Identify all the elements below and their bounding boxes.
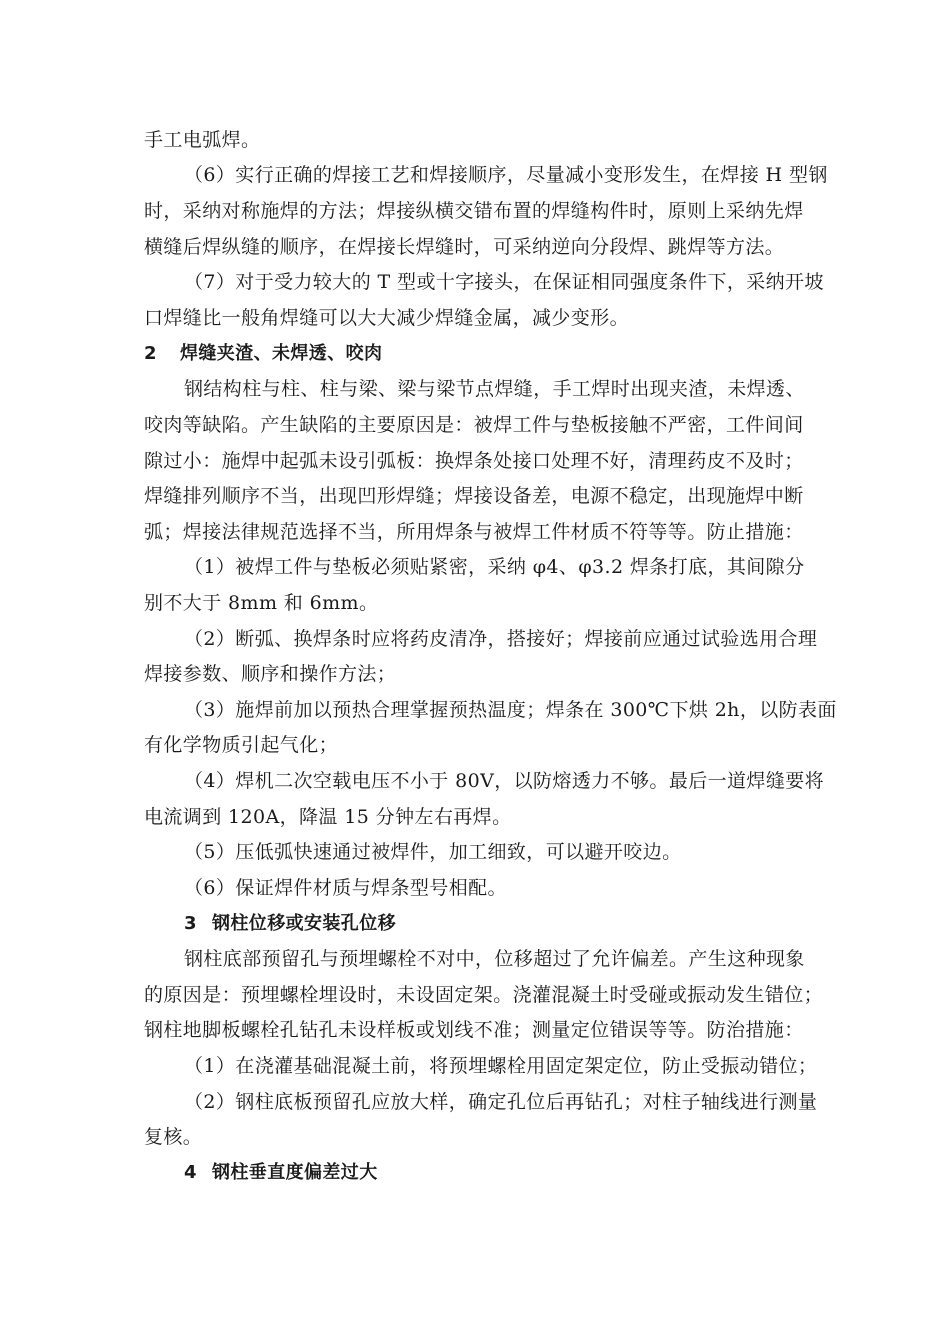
- section-heading: [184, 912, 396, 936]
- paragraph-line: 横缝后焊纵缝的顺序，在焊接长焊缝时，可采纳逆向分段焊、跳焊等方法。: [144, 236, 785, 258]
- paragraph-line: （6）保证焊件材质与焊条型号相配。: [184, 877, 507, 899]
- section-number: 2: [144, 343, 157, 364]
- paragraph-line: （6）实行正确的焊接工艺和焊接顺序，尽量减小变形发生，在焊接 H 型钢: [184, 164, 828, 186]
- paragraph-line: 钢柱地脚板螺栓孔钻孔未设样板或划线不准；测量定位错误等等。防治措施：: [144, 1019, 804, 1041]
- paragraph-line: 焊接参数、顺序和操作方法；: [144, 663, 397, 685]
- paragraph-line: 的原因是：预埋螺栓埋设时，未设固定架。浇灌混凝土时受碰或振动发生错位；: [144, 984, 824, 1006]
- paragraph-line: 咬肉等缺陷。产生缺陷的主要原因是：被焊工件与垫板接触不严密，工件间间: [144, 414, 804, 436]
- section-title: 钢柱位移或安装孔位移: [212, 913, 396, 934]
- paragraph-line: （1）在浇灌基础混凝土前，将预埋螺栓用固定架定位，防止受振动错位；: [184, 1055, 818, 1077]
- section-heading: [184, 1161, 378, 1185]
- paragraph-line: 别不大于 8mm 和 6mm。: [144, 592, 379, 614]
- paragraph-line: 口焊缝比一般角焊缝可以大大减少焊缝金属，减少变形。: [144, 307, 630, 329]
- paragraph-line: （4）焊机二次空载电压不小于 80V，以防熔透力不够。最后一道焊缝要将: [184, 770, 825, 792]
- paragraph-line: （7）对于受力较大的 T 型或十字接头，在保证相同强度条件下，采纳开坡: [184, 271, 824, 293]
- paragraph-line: 焊缝排列顺序不当，出现凹形焊缝；焊接设备差，电源不稳定，出现施焊中断: [144, 485, 804, 507]
- paragraph-line: 有化学物质引起气化；: [144, 734, 339, 756]
- paragraph-line: 隙过小：施焊中起弧未设引弧板：换焊条处接口处理不好，清理药皮不及时；: [144, 450, 804, 472]
- paragraph-line: 时，采纳对称施焊的方法；焊接纵横交错布置的焊缝构件时，原则上采纳先焊: [144, 200, 804, 222]
- section-title: 钢柱垂直度偏差过大: [212, 1162, 378, 1183]
- section-title: 焊缝夹渣、未焊透、咬肉: [180, 343, 383, 364]
- paragraph-line: 电流调到 120A，降温 15 分钟左右再焊。: [144, 806, 512, 828]
- paragraph-line: 弧；焊接法律规范选择不当，所用焊条与被焊工件材质不符等等。防止措施：: [144, 521, 804, 543]
- section-heading: [144, 342, 382, 366]
- paragraph-line: （5）压低弧快速通过被焊件，加工细致，可以避开咬边。: [184, 841, 682, 863]
- paragraph-line: （2）断弧、换焊条时应将药皮清净，搭接好；焊接前应通过试验选用合理: [184, 628, 818, 650]
- paragraph-line: 复核。: [144, 1126, 203, 1148]
- paragraph-line: 钢柱底部预留孔与预埋螺栓不对中，位移超过了允许偏差。产生这种现象: [184, 948, 805, 970]
- paragraph-line: （1）被焊工件与垫板必须贴紧密，采纳 φ4、φ3.2 焊条打底，其间隙分: [184, 556, 805, 578]
- paragraph-line: 钢结构柱与柱、柱与梁、梁与梁节点焊缝，手工焊时出现夹渣，未焊透、: [184, 378, 805, 400]
- paragraph-line: （2）钢柱底板预留孔应放大样，确定孔位后再钻孔；对柱子轴线进行测量: [184, 1091, 818, 1113]
- paragraph-line: 手工电弧焊。: [144, 129, 261, 151]
- section-number: 4: [184, 1162, 197, 1183]
- section-number: 3: [184, 913, 197, 934]
- paragraph-line: （3）施焊前加以预热合理掌握预热温度；焊条在 300℃下烘 2h，以防表面: [184, 699, 837, 721]
